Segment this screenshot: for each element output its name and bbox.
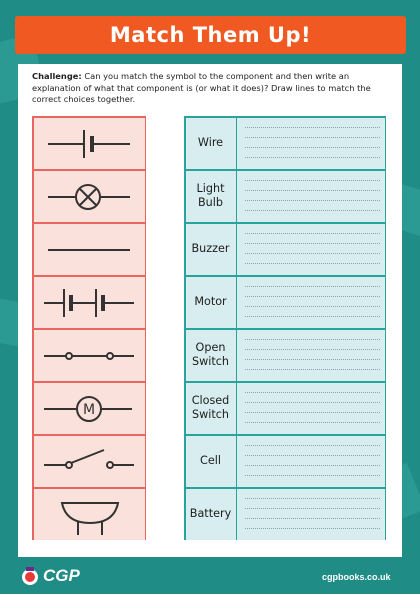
website-link[interactable]: cgpbooks.co.uk [322, 572, 391, 582]
writing-line [245, 349, 380, 350]
answer-area[interactable] [237, 436, 385, 488]
component-row [186, 383, 385, 435]
component-label-buzzer[interactable] [186, 224, 236, 276]
component-label-text: Battery [189, 507, 232, 521]
component-row [186, 118, 385, 170]
writing-line [245, 253, 380, 254]
cgp-mascot-icon [20, 566, 40, 586]
component-column [184, 116, 386, 540]
component-label-text: Bulb [198, 196, 223, 210]
writing-line [245, 147, 380, 148]
component-row [186, 224, 385, 276]
component-row [186, 489, 385, 541]
component-row [186, 277, 385, 329]
motor-symbol-icon [34, 383, 145, 434]
writing-line [245, 528, 380, 529]
symbol-box-4[interactable] [34, 277, 145, 329]
component-label-text: Cell [200, 454, 221, 468]
component-label-closed-switch[interactable] [186, 383, 236, 435]
writing-line [245, 137, 380, 138]
component-label-text: Closed [191, 394, 230, 408]
answer-area[interactable] [237, 383, 385, 435]
challenge-text [32, 71, 388, 106]
component-label-text: Motor [194, 295, 227, 309]
writing-line [245, 475, 380, 476]
writing-line [245, 316, 380, 317]
answer-area[interactable] [237, 224, 385, 276]
closed-switch-symbol-icon [34, 330, 145, 381]
writing-line [245, 157, 380, 158]
component-label-open-switch[interactable] [186, 330, 236, 382]
component-label-motor[interactable] [186, 277, 236, 329]
buzzer-symbol-icon [34, 489, 145, 540]
writing-line [245, 508, 380, 509]
challenge-instructions: Can you match the symbol to the component and then write an explanation of what that component is (or what it does)? Draw lines to match the correct choices together. [32, 71, 371, 105]
symbol-box-8[interactable] [34, 489, 145, 541]
writing-line [245, 392, 380, 393]
writing-line [245, 180, 380, 181]
page-title: Match Them Up! [109, 23, 312, 47]
component-label-light-bulb[interactable] [186, 171, 236, 223]
writing-line [245, 127, 380, 128]
battery-symbol-icon [34, 277, 145, 328]
component-label-text: Switch [191, 408, 229, 422]
challenge-lead: Challenge: [32, 71, 82, 81]
component-row [186, 330, 385, 382]
component-label-battery[interactable] [186, 489, 236, 541]
answer-area[interactable] [237, 171, 385, 223]
writing-line [245, 286, 380, 287]
writing-line [245, 339, 380, 340]
writing-line [245, 359, 380, 360]
answer-area[interactable] [237, 277, 385, 329]
lamp-symbol-icon [34, 171, 145, 222]
cgp-logo [20, 566, 80, 586]
component-label-text: Buzzer [191, 242, 230, 256]
writing-line [245, 422, 380, 423]
symbol-box-7[interactable] [34, 436, 145, 488]
symbol-column [32, 116, 146, 540]
answer-area[interactable] [237, 489, 385, 541]
writing-line [245, 296, 380, 297]
writing-line [245, 306, 380, 307]
writing-line [245, 445, 380, 446]
writing-line [245, 263, 380, 264]
brand-name: CGP [43, 566, 80, 585]
wire-symbol-icon [34, 224, 145, 275]
component-label-wire[interactable] [186, 118, 236, 170]
symbol-box-1[interactable] [34, 118, 145, 170]
symbol-box-6[interactable] [34, 383, 145, 435]
writing-line [245, 518, 380, 519]
answer-area[interactable] [237, 330, 385, 382]
answer-area[interactable] [237, 118, 385, 170]
symbol-box-5[interactable] [34, 330, 145, 382]
writing-line [245, 243, 380, 244]
writing-line [245, 465, 380, 466]
title-banner [15, 16, 406, 54]
writing-line [245, 190, 380, 191]
writing-line [245, 369, 380, 370]
writing-line [245, 498, 380, 499]
component-label-text: Wire [197, 136, 224, 150]
component-label-cell[interactable] [186, 436, 236, 488]
component-row [186, 436, 385, 488]
worksheet [18, 64, 402, 557]
motor-letter: M [82, 401, 95, 418]
writing-line [245, 200, 380, 201]
open-switch-symbol-icon [34, 436, 145, 487]
component-label-text: Switch [192, 355, 229, 369]
symbol-box-3[interactable] [34, 224, 145, 276]
writing-line [245, 455, 380, 456]
symbol-box-2[interactable] [34, 171, 145, 223]
writing-line [245, 233, 380, 234]
component-label-text: Open [195, 341, 226, 355]
writing-line [245, 210, 380, 211]
writing-line [245, 402, 380, 403]
cell-symbol-icon [34, 118, 145, 169]
component-row [186, 171, 385, 223]
component-label-text: Light [196, 182, 225, 196]
writing-line [245, 412, 380, 413]
